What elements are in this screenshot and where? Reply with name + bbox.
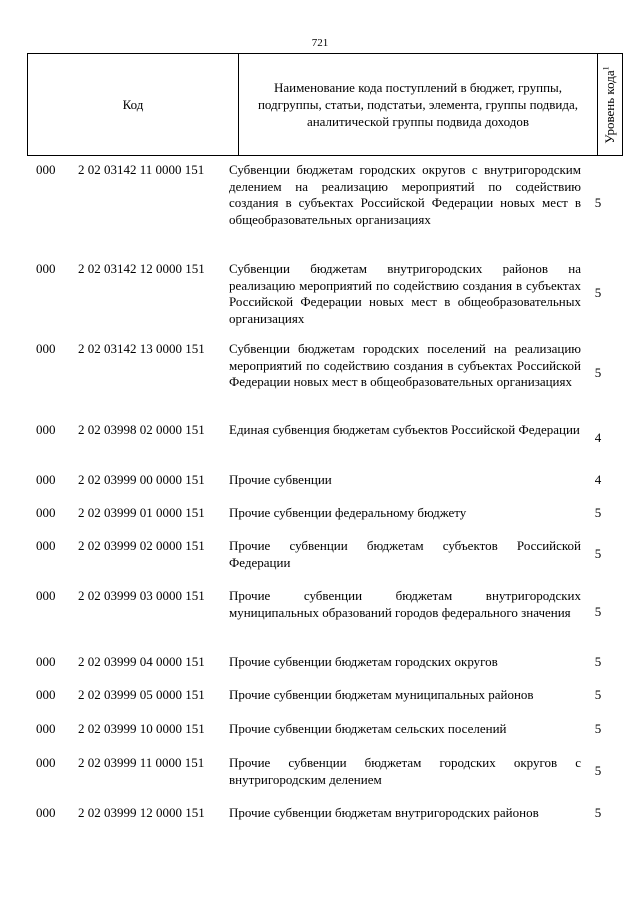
row-name: Прочие субвенции бюджетам субъектов Российской Федерации — [229, 538, 581, 570]
row-admin-code: 000 — [36, 422, 56, 437]
row-level: 5 — [594, 721, 602, 736]
row-code: 2 02 03999 03 0000 151 — [78, 588, 205, 603]
row-admin-code: 000 — [36, 341, 56, 356]
row-code: 2 02 03142 13 0000 151 — [78, 341, 205, 356]
header-level-text — [602, 66, 618, 143]
row-admin-code: 000 — [36, 162, 56, 177]
row-name: Прочие субвенции бюджетам сельских поселений — [229, 721, 507, 736]
header-code: Код — [28, 54, 239, 156]
row-admin-code: 000 — [36, 472, 56, 487]
row-level: 5 — [594, 285, 602, 300]
row-level: 4 — [594, 430, 602, 445]
row-level: 5 — [594, 654, 602, 669]
row-level: 5 — [594, 546, 602, 561]
row-name: Субвенции бюджетам городских округов с внутригородским делением на реализацию мероприятий по содействию создания в субъектах Российской Федерации новых мест в общеобразовательных организациях — [229, 162, 581, 227]
row-level: 5 — [594, 195, 602, 210]
row-code: 2 02 03998 02 0000 151 — [78, 422, 205, 437]
table-header — [27, 53, 623, 156]
row-level: 5 — [594, 763, 602, 778]
row-name: Прочие субвенции — [229, 472, 332, 487]
row-code: 2 02 03999 05 0000 151 — [78, 687, 205, 702]
row-admin-code: 000 — [36, 805, 56, 820]
row-admin-code: 000 — [36, 654, 56, 669]
page-number: 721 — [311, 37, 329, 49]
row-code: 2 02 03142 12 0000 151 — [78, 261, 205, 276]
row-name: Прочие субвенции бюджетам муниципальных районов — [229, 687, 534, 702]
row-admin-code: 000 — [36, 755, 56, 770]
row-level: 5 — [594, 687, 602, 702]
row-level: 5 — [594, 805, 602, 820]
row-admin-code: 000 — [36, 538, 56, 553]
row-code: 2 02 03999 12 0000 151 — [78, 805, 205, 820]
row-code: 2 02 03999 04 0000 151 — [78, 654, 205, 669]
row-code: 2 02 03999 11 0000 151 — [78, 755, 205, 770]
row-name: Прочие субвенции федеральному бюджету — [229, 505, 467, 520]
row-name: Прочие субвенции бюджетам городских округов — [229, 654, 498, 669]
row-name: Прочие субвенции бюджетам внутригородских муниципальных образований городов федерального значения — [229, 588, 581, 620]
header-name: Наименование кода поступлений в бюджет, группы, подгруппы, статьи, подстатьи, элемента, группы подвида, аналитической группы подвида доходов — [239, 54, 598, 156]
row-admin-code: 000 — [36, 687, 56, 702]
row-admin-code: 000 — [36, 505, 56, 520]
row-code: 2 02 03142 11 0000 151 — [78, 162, 205, 177]
row-name: Субвенции бюджетам городских поселений на реализацию мероприятий по содействию создания в субъектах Российской Федерации новых мест в общеобразовательных организациях — [229, 341, 581, 389]
row-name: Прочие субвенции бюджетам внутригородских районов — [229, 805, 539, 820]
row-admin-code: 000 — [36, 588, 56, 603]
row-name: Единая субвенция бюджетам субъектов Российской Федерации — [229, 422, 580, 437]
row-code: 2 02 03999 10 0000 151 — [78, 721, 205, 736]
row-code: 2 02 03999 00 0000 151 — [78, 472, 205, 487]
row-code: 2 02 03999 01 0000 151 — [78, 505, 205, 520]
row-name: Субвенции бюджетам внутригородских районов на реализацию мероприятий по содействию создания в субъектах Российской Федерации новых мест в общеобразовательных организациях — [229, 261, 581, 326]
row-level: 5 — [594, 505, 602, 520]
row-admin-code: 000 — [36, 261, 56, 276]
header-level-footnote: 1 — [601, 65, 611, 70]
row-level: 5 — [594, 604, 602, 619]
row-name: Прочие субвенции бюджетам городских округов с внутригородским делением — [229, 755, 581, 787]
header-level — [598, 54, 623, 156]
row-admin-code: 000 — [36, 721, 56, 736]
row-level: 4 — [594, 472, 602, 487]
row-level: 5 — [594, 365, 602, 380]
row-code: 2 02 03999 02 0000 151 — [78, 538, 205, 553]
header-level-label: Уровень кода — [602, 69, 617, 144]
